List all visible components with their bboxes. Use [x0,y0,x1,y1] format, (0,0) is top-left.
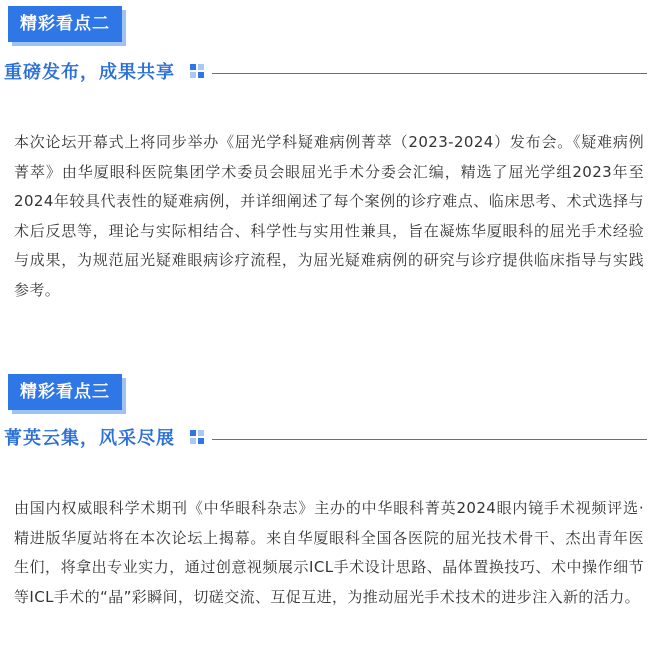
square-deco-icon [190,64,204,78]
section-3-badge-label: 精彩看点三 [8,374,122,410]
section-3-heading: 菁英云集，风采尽展 [4,428,175,449]
section-2-paragraph-text: 本次论坛开幕式上将同步举办《屈光学科疑难病例菁萃（2023-2024）发布会。《疑难病例菁萃》由华厦眼科医院集团学术委员会眼屈光手术分委会汇编，精选了屈光学组2023年至2024年较具代表性的疑难病例，并详细阐述了每个案例的诊疗难点、临床思考、术式选择与术后反思等，理论与实际相结合、科学性与实用性兼具，旨在凝炼华厦眼科的屈光手术经验与成果，为规范屈光疑难眼病诊疗流程，为屈光疑难病例的研究与诊疗提供临床指导与实践参考。 [14,133,644,299]
section-2-badge [8,6,130,46]
section-2-heading: 重磅发布，成果共享 [4,62,175,83]
section-3-badge [8,374,130,414]
section-3-divider [212,439,647,440]
section-2-paragraph [14,128,644,305]
section-2-divider [212,73,647,74]
section-3-paragraph [14,494,644,612]
square-deco-icon [190,430,204,444]
section-2-badge-label: 精彩看点二 [8,6,122,42]
section-3-paragraph-text: 由国内权威眼科学术期刊《中华眼科杂志》主办的中华眼科菁英2024眼内镜手术视频评选·精进版华厦站将在本次论坛上揭幕。来自华厦眼科全国各医院的屈光技术骨干、杰出青年医生们，将拿出专业实力，通过创意视频展示ICL手术设计思路、晶体置换技巧、术中操作细节等ICL手术的“晶”彩瞬间，切磋交流、互促互进，为推动屈光手术技术的进步注入新的活力。 [14,499,644,606]
